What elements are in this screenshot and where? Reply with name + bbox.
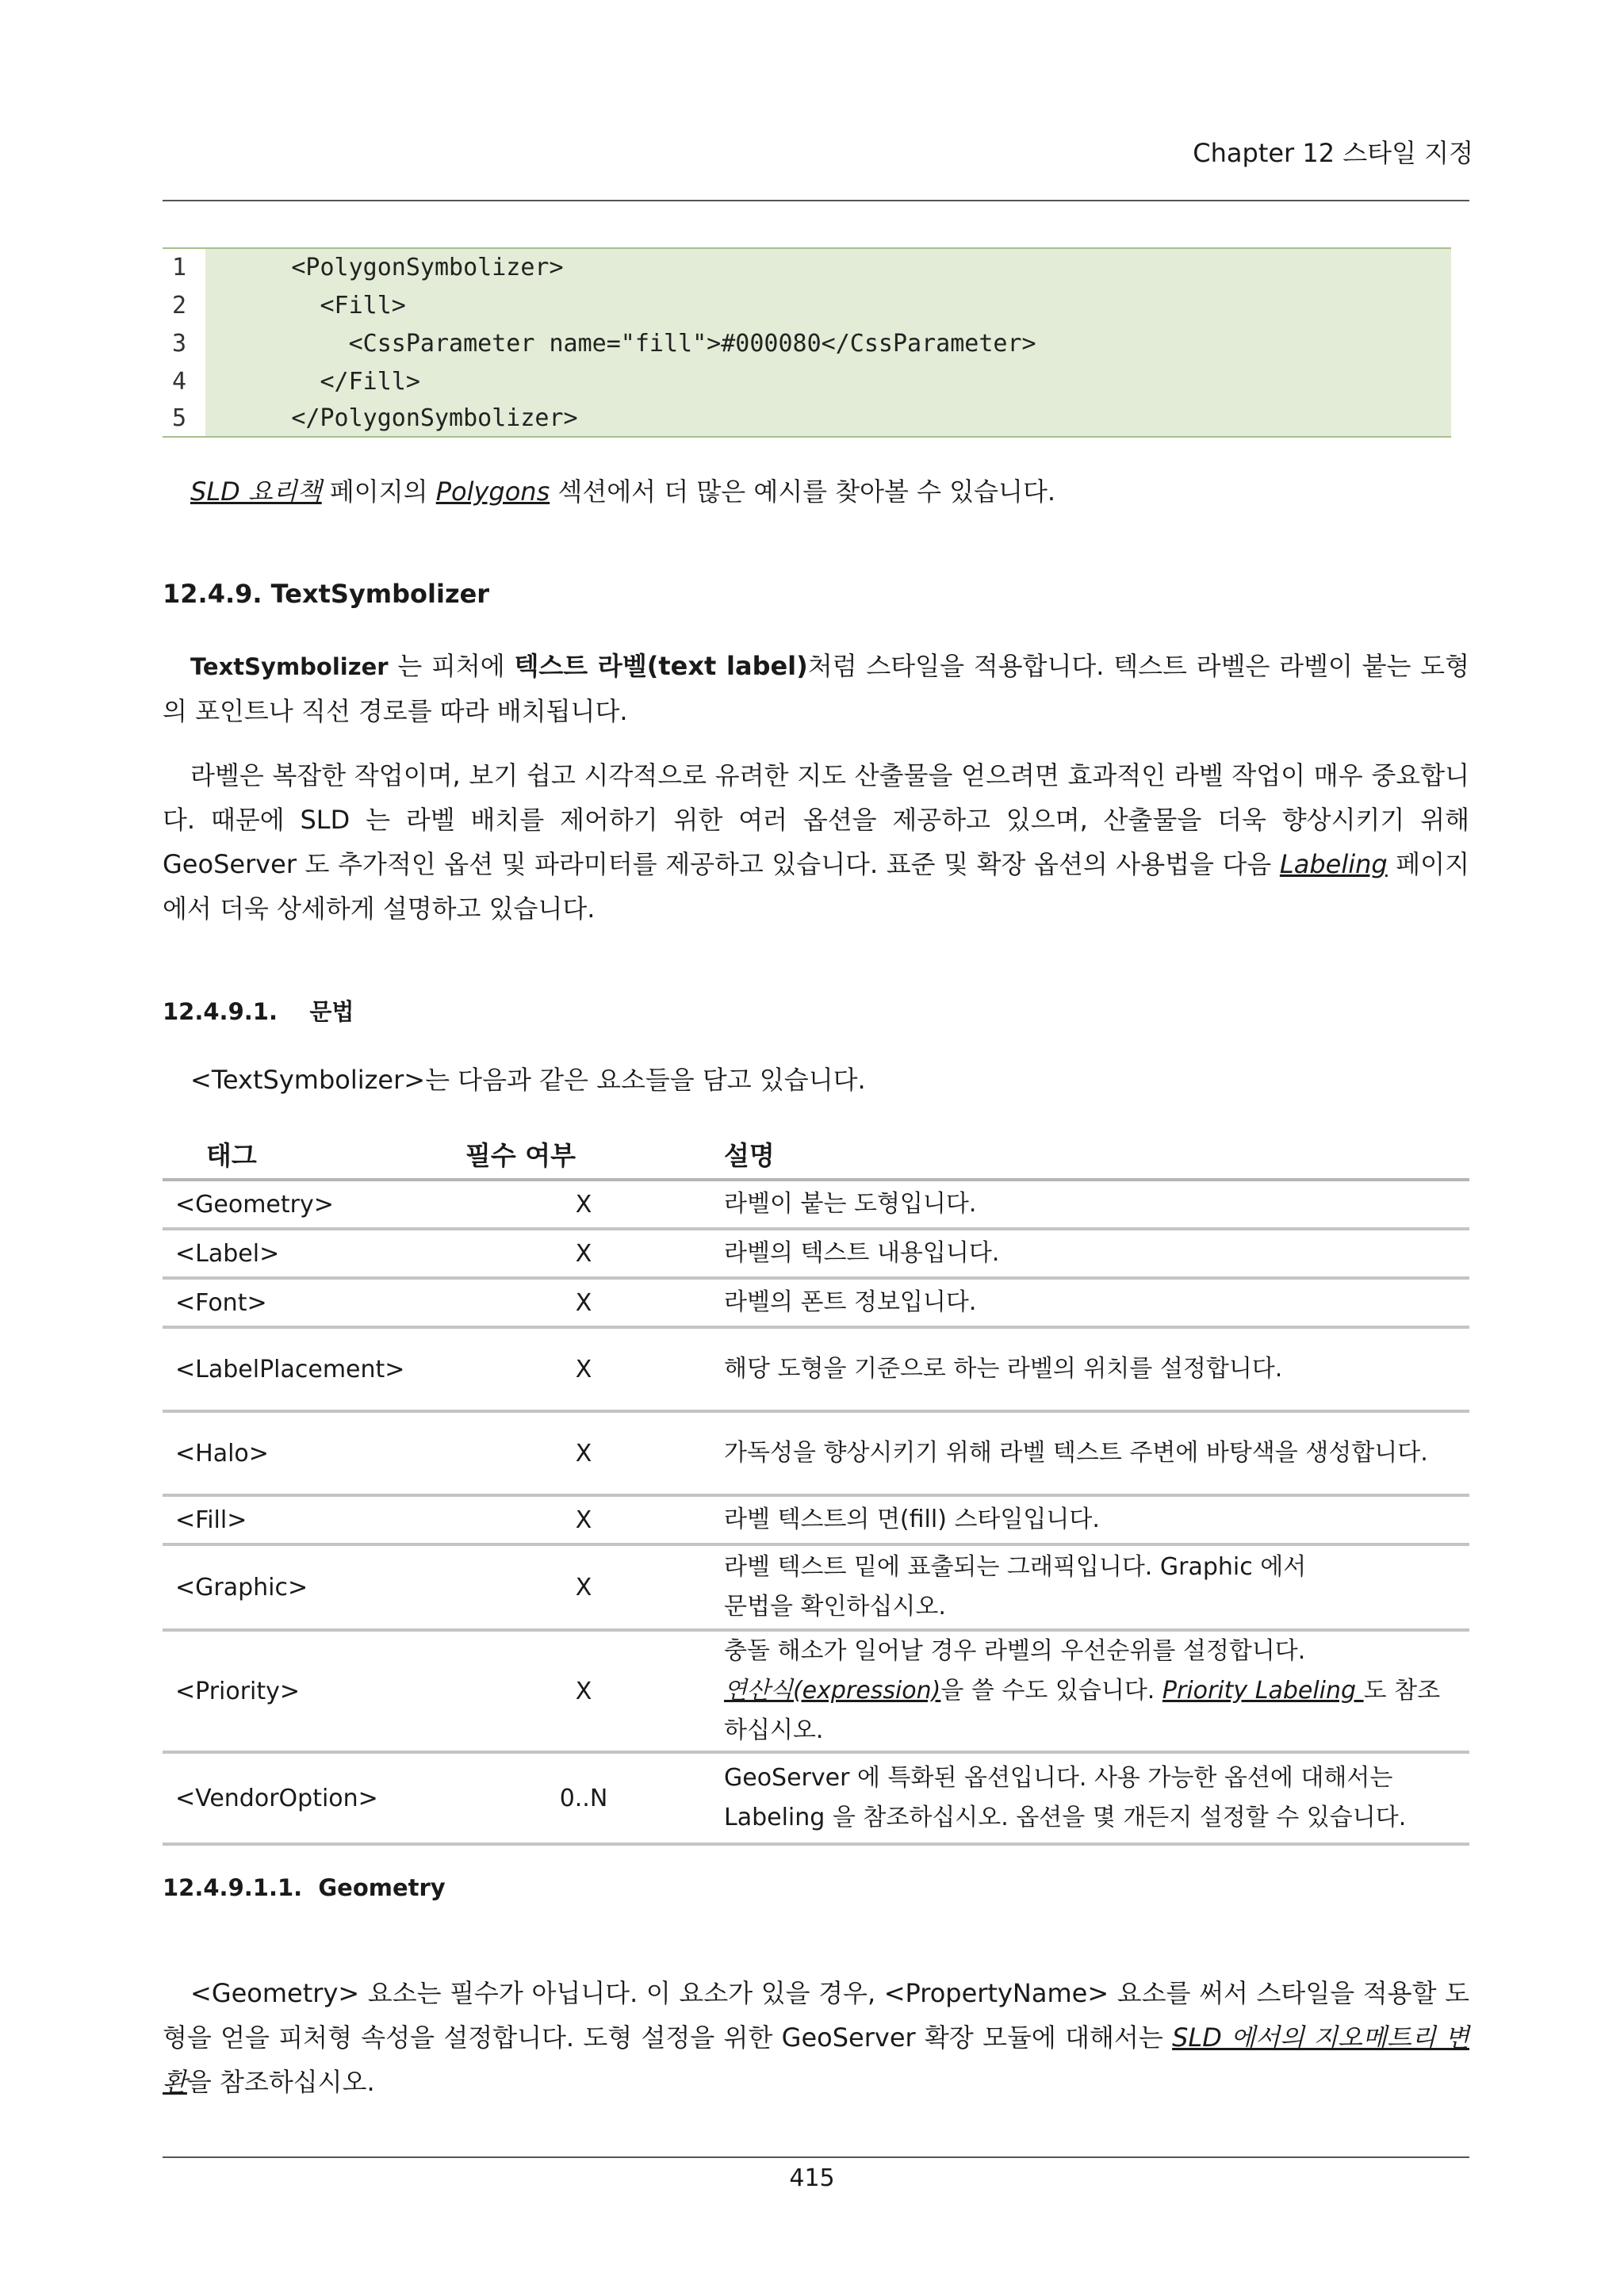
table-row: <Geometry> X 라벨이 붙는 도형입니다. xyxy=(163,1180,1469,1229)
intro-paragraph: TextSymbolizer 는 피처에 텍스트 라벨(text label)처럼 스타일을 적용합니다. 텍스트 라벨은 라벨이 붙는 도형의 포인트나 직선 경로를 따라 배치됩니다. xyxy=(163,651,1470,726)
cookbook-link[interactable]: SLD 요리책 xyxy=(190,476,322,507)
code-text: <Fill> xyxy=(205,292,406,320)
code-text: </Fill> xyxy=(205,368,420,396)
table-row: <Label> X 라벨의 텍스트 내용입니다. xyxy=(163,1229,1469,1278)
code-block xyxy=(163,247,1451,438)
code-line xyxy=(163,287,1451,325)
line-number: 2 xyxy=(172,292,187,320)
table-row: <LabelPlacement> X 해당 도형을 기준으로 하는 라벨의 위치를 설정합니다. xyxy=(163,1327,1469,1411)
labeling-link[interactable]: Labeling xyxy=(1279,849,1388,879)
table-row: <Priority> X 충돌 해소가 일어날 경우 라벨의 우선순위를 설정합니다. 연산식(expression)을 쓸 수도 있습니다. Priority Labeling 도 참조하십시오. xyxy=(163,1630,1469,1752)
line-number: 4 xyxy=(172,368,187,396)
table-row: <Graphic> X 라벨 텍스트 밑에 표출되는 그래픽입니다. Graphic 에서 문법을 확인하십시오. xyxy=(163,1544,1469,1630)
code-text: <CssParameter name="fill">#000080</CssParameter> xyxy=(205,330,1036,358)
table-row: <Fill> X 라벨 텍스트의 면(fill) 스타일입니다. xyxy=(163,1495,1469,1544)
line-number: 3 xyxy=(172,330,187,358)
header-description: 설명 xyxy=(711,1129,1469,1180)
table-row: <Font> X 라벨의 폰트 정보입니다. xyxy=(163,1278,1469,1327)
code-line xyxy=(163,401,1451,438)
page-number: 415 xyxy=(789,2164,835,2192)
header-required: 필수 여부 xyxy=(456,1129,711,1180)
line-number: 1 xyxy=(172,254,187,281)
geometry-paragraph: <Geometry> 요소는 필수가 아닙니다. 이 요소가 있을 경우, <PropertyName> 요소를 써서 스타일을 적용할 도형을 얻을 피처형 속성을 설정합니다. 도형 설정을 위한 GeoServer 확장 모듈에 대해서는 SLD 에서의 지오메트리 변환을 참조하십시오. xyxy=(163,1978,1469,2097)
code-line xyxy=(163,247,1451,287)
polygons-link[interactable]: Polygons xyxy=(435,476,550,507)
code-line xyxy=(163,325,1451,363)
priority-labeling-link[interactable]: Priority Labeling xyxy=(1162,1677,1364,1705)
expression-link[interactable]: 연산식(expression) xyxy=(724,1677,941,1705)
footer-rule xyxy=(163,2156,1469,2158)
cookbook-paragraph: SLD 요리책 페이지의 Polygons 섹션에서 더 많은 예시를 찾아볼 수 있습니다. xyxy=(190,476,1056,507)
code-text: </PolygonSymbolizer> xyxy=(205,404,578,432)
code-line xyxy=(163,363,1451,401)
elements-table xyxy=(163,1129,1469,1846)
table-row: <Halo> X 가독성을 향상시키기 위해 라벨 텍스트 주변에 바탕색을 생성합니다. xyxy=(163,1411,1469,1495)
line-number: 5 xyxy=(172,404,187,432)
header-tag: 태그 xyxy=(163,1129,456,1180)
header-rule xyxy=(163,200,1469,201)
code-text: <PolygonSymbolizer> xyxy=(205,254,564,281)
elements-intro: <TextSymbolizer>는 다음과 같은 요소들을 담고 있습니다. xyxy=(190,1065,866,1095)
section-heading: 12.4.9. TextSymbolizer xyxy=(163,579,490,609)
table-row: <VendorOption> 0..N GeoServer 에 특화된 옵션입니다. 사용 가능한 옵션에 대해서는 Labeling 을 참조하십시오. 옵션을 몇 개든지 설정할 수 있습니다. xyxy=(163,1752,1469,1844)
geometry-transform-link[interactable]: SLD 에서의 지오메트리 변환 xyxy=(163,2022,1469,2097)
term-textsymbolizer: TextSymbolizer xyxy=(190,653,389,680)
subsection-heading: 12.4.9.1. 문법 xyxy=(163,998,354,1025)
running-head: Chapter 12 스타일 지정 xyxy=(1193,138,1473,168)
labeling-paragraph: 라벨은 복잡한 작업이며, 보기 쉽고 시각적으로 유려한 지도 산출물을 얻으려면 효과적인 라벨 작업이 매우 중요합니다. 때문에 SLD 는 라벨 배치를 제어하기 위한 여러 옵션을 제공하고 있으며, 산출물을 더욱 향상시키기 위해 GeoServer 도 추가적인 옵션 및 파라미터를 제공하고 있습니다. 표준 및 확장 옵션의 사용법을 다음 Labeling 페이지에서 더욱 상세하게 설명하고 있습니다. xyxy=(163,760,1469,924)
subsubsection-heading: 12.4.9.1.1. Geometry xyxy=(163,1874,446,1901)
